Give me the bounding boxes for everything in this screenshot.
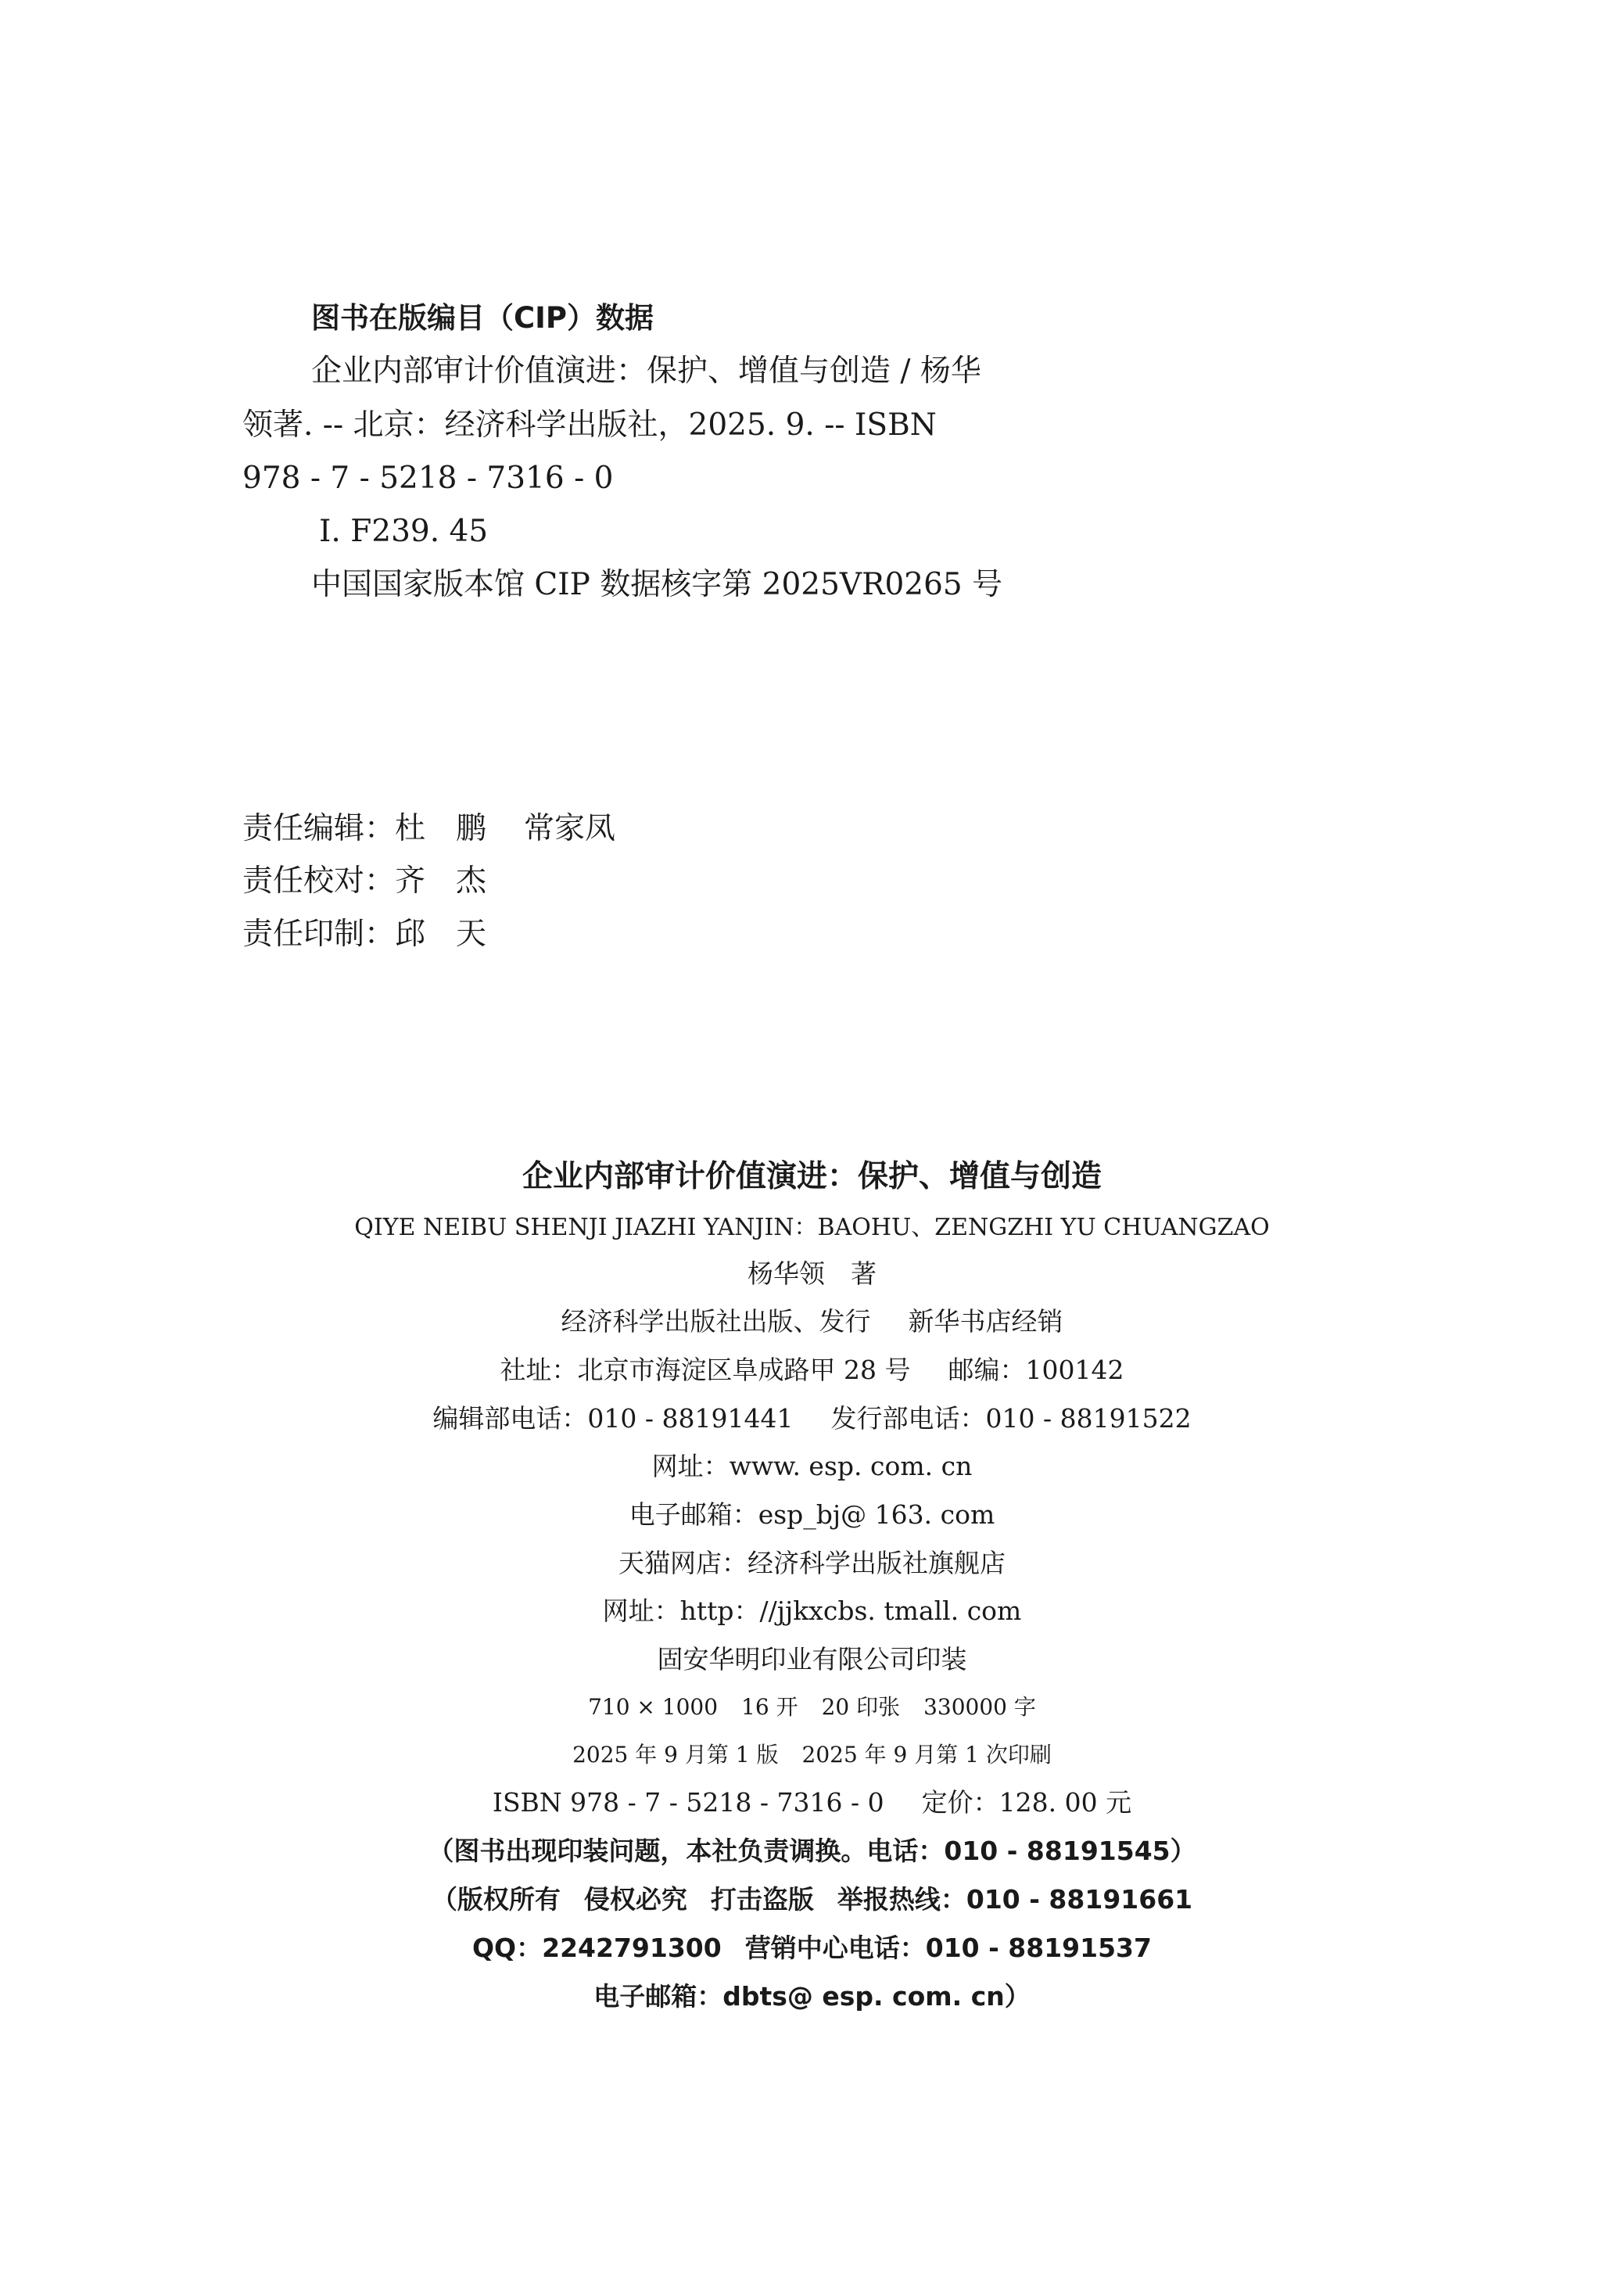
- format: 710 × 1000: [588, 1694, 719, 1720]
- cip-classification-line: Ⅰ. F239. 45: [319, 514, 489, 549]
- editorial-phone: 编辑部电话：010 - 88191441: [432, 1403, 794, 1434]
- format-line: [0, 1696, 1624, 1718]
- website-line: 网址：www. esp. com. cn: [651, 1451, 973, 1481]
- responsible-printing-line: [242, 917, 487, 952]
- tmall-url-line: 网址：http：//jjkxcbs. tmall. com: [602, 1595, 1022, 1626]
- price: 定价：128. 00 元: [921, 1787, 1132, 1818]
- editor-name-1: 杜 鹏: [395, 811, 487, 846]
- copyright-line: [0, 1884, 1624, 1915]
- copyright-b: 侵权必究: [583, 1884, 687, 1915]
- copyright-d: 举报热线：010 - 88191661: [837, 1884, 1193, 1915]
- cip-publication-line: 领著. -- 北京：经济科学出版社，2025. 9. -- ISBN: [242, 407, 937, 443]
- distribution-phone: 发行部电话：010 - 88191522: [830, 1403, 1192, 1434]
- publisher: 经济科学出版社出版、发行: [561, 1306, 871, 1337]
- words: 330000 字: [923, 1694, 1036, 1720]
- responsible-proofreader-line: [242, 863, 487, 899]
- book-title: 企业内部审计价值演进：保护、增值与创造: [522, 1159, 1102, 1194]
- cip-title-line: 企业内部审计价值演进：保护、增值与创造 / 杨华: [311, 354, 981, 389]
- qq: QQ：2242791300: [472, 1933, 722, 1963]
- phone-line: [0, 1403, 1624, 1434]
- complaint-email-line: 电子邮箱：dbts@ esp. com. cn）: [593, 1981, 1031, 2012]
- printing-label: 责任印制：: [242, 917, 396, 952]
- printer-line: 固安华明印业有限公司印装: [657, 1644, 967, 1674]
- tmall-store-line: 天猫网店：经济科学出版社旗舰店: [618, 1548, 1006, 1578]
- responsible-editor-line: [242, 813, 615, 844]
- isbn-price-line: [0, 1787, 1624, 1818]
- copyright-a: （版权所有: [431, 1884, 561, 1915]
- proofreader-label: 责任校对：: [242, 863, 396, 899]
- editor-name-2: 常家凤: [524, 811, 616, 846]
- edition: 2025 年 9 月第 1 版: [572, 1742, 779, 1768]
- editor-label: 责任编辑：: [242, 811, 396, 846]
- edition-line: [0, 1744, 1624, 1766]
- publisher-line: [0, 1306, 1624, 1337]
- marketing-phone: 营销中心电话：010 - 88191537: [744, 1933, 1152, 1963]
- qq-marketing-line: [0, 1935, 1624, 1961]
- quality-notice-line: （图书出现印装问题，本社负责调换。电话：010 - 88191545）: [428, 1836, 1196, 1866]
- address-line: [0, 1357, 1624, 1383]
- distributor: 新华书店经销: [908, 1306, 1063, 1337]
- book-title-pinyin: QIYE NEIBU SHENJI JIAZHI YANJIN：BAOHU、ZENGZHI YU CHUANGZAO: [354, 1214, 1270, 1241]
- book-author: 杨华领 著: [747, 1258, 877, 1289]
- cip-verification-line: 中国国家版本馆 CIP 数据核字第 2025VR0265 号: [311, 567, 1003, 602]
- cip-heading: 图书在版编目（CIP）数据: [311, 301, 654, 335]
- cip-isbn-line: 978 - 7 - 5218 - 7316 - 0: [242, 461, 614, 496]
- email-line: 电子邮箱：esp_bj@ 163. com: [629, 1499, 995, 1530]
- printing-name: 邱 天: [395, 917, 487, 952]
- sheets: 20 印张: [821, 1694, 901, 1720]
- printing: 2025 年 9 月第 1 次印刷: [801, 1742, 1052, 1768]
- isbn: ISBN 978 - 7 - 5218 - 7316 - 0: [492, 1787, 884, 1818]
- address: 社址：北京市海淀区阜成路甲 28 号: [500, 1355, 911, 1385]
- proofreader-name: 齐 杰: [395, 863, 487, 899]
- postcode: 邮编：100142: [948, 1355, 1124, 1385]
- copyright-c: 打击盗版: [710, 1884, 814, 1915]
- kai: 16 开: [741, 1694, 798, 1720]
